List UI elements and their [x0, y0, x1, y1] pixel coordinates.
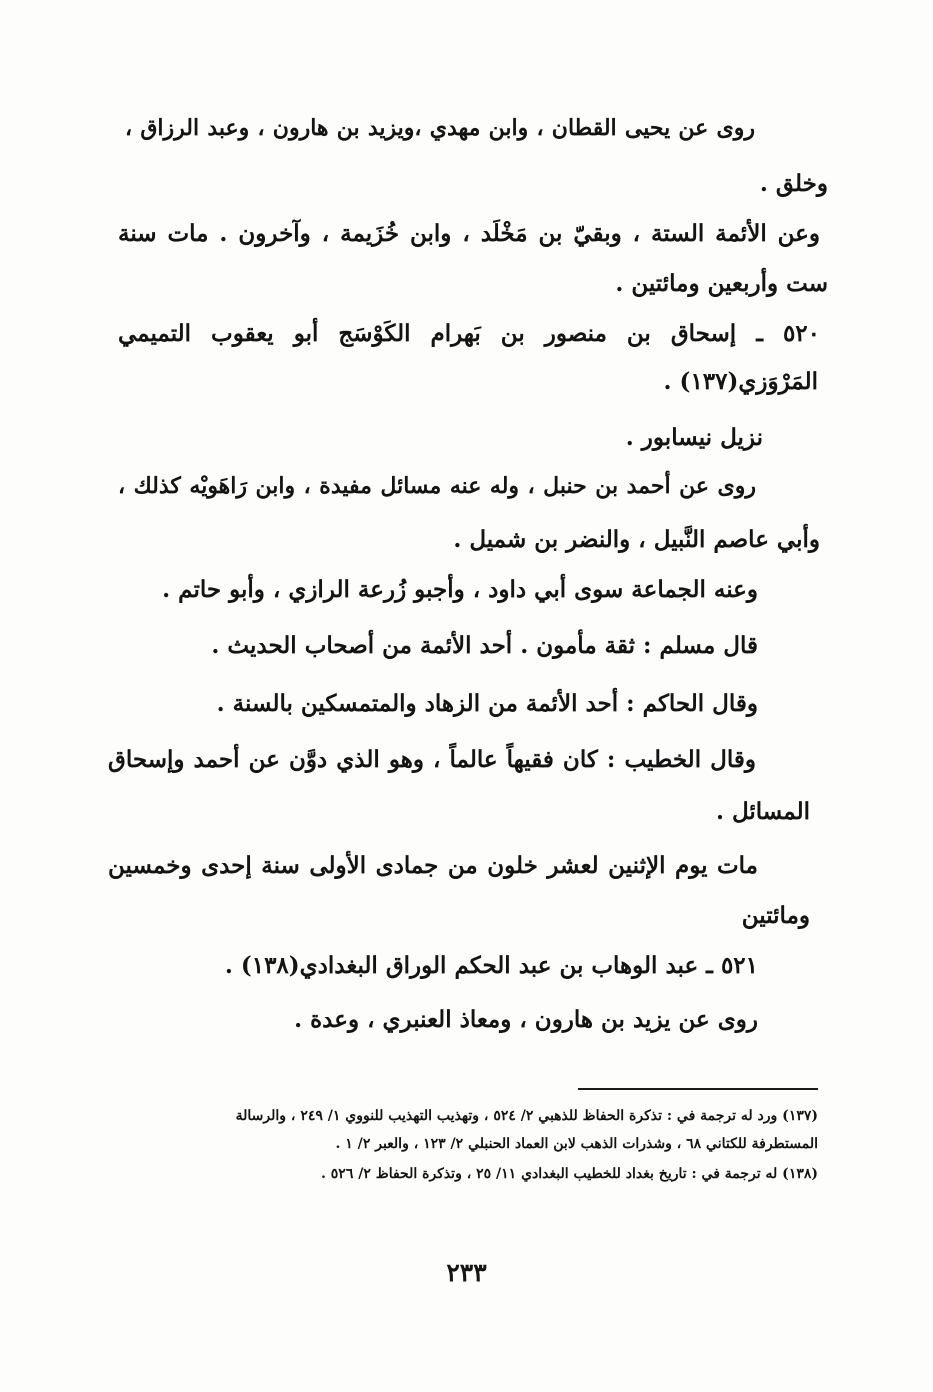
text-line-3: وعن الأئمة الستة ، وبقيّ بن مَخْلَد ، وابن خُزَيمة ، وآخرون . مات سنة [118, 220, 820, 247]
entry-520-heading: ٥٢٠ ـ إسحاق بن منصور بن بَهرام الكَوْسَج أبو يعقوب التميمي [118, 320, 820, 347]
entry-521-heading: ٥٢١ ـ عبد الوهاب بن عبد الحكم الوراق البغدادي(١٣٨) . [224, 952, 758, 979]
text-line-12: وقال الحاكم : أحد الأئمة من الزهاد والمتمسكين بالسنة . [216, 690, 758, 717]
text-line-6: المَرْوَزي(١٣٧) . [663, 368, 818, 395]
text-line-9: وأبي عاصم النَّبيل ، والنضر بن شميل . [453, 526, 820, 553]
text-line-10: وعنه الجماعة سوى أبي داود ، وأجبو زُرعة الرازي ، وأبو حاتم . [162, 576, 758, 603]
footnote-138: (١٣٨) له ترجمة في : تاريخ بغداد للخطيب البغدادي ١١/ ٢٥ ، وتذكرة الحفاظ ٢/ ٥٢٦ . [321, 1166, 818, 1182]
footnote-separator [578, 1088, 818, 1090]
text-line-8: روى عن أحمد بن حنبل ، وله عنه مسائل مفيدة ، وابن رَاهَويْه كذلك ، [118, 473, 756, 499]
text-line-11: قال مسلم : ثقة مأمون . أحد الأئمة من أصحاب الحديث . [211, 632, 758, 659]
text-line-15: مات يوم الإثنين لعشر خلون من جمادى الأولى سنة إحدى وخمسين [108, 852, 758, 879]
text-line-14: المسائل . [715, 798, 810, 825]
text-line-18: روى عن يزيد بن هارون ، ومعاذ العنبري ، وعدة . [294, 1006, 758, 1033]
text-line-16: ومائتين [741, 902, 810, 929]
text-line-13: وقال الخطيب : كان فقيهاً عالماً ، وهو الذي دوَّن عن أحمد وإسحاق [108, 746, 756, 773]
footnote-137-line-1: (١٣٧) ورد له ترجمة في : تذكرة الحفاظ للذهبي ٢/ ٥٢٤ ، وتهذيب التهذيب للنووي ١/ ٢٤٩ ، والرسالة [235, 1108, 818, 1124]
text-line-2: وخلق . [759, 170, 828, 197]
text-line-7: نزيل نيسابور . [625, 424, 763, 451]
footnote-137-line-2: المستطرفة للكتاني ٦٨ ، وشذرات الذهب لابن العماد الحنبلي ٢/ ١٢٣ ، والعبر ٢/ ١ . [335, 1136, 818, 1152]
page-number: ٢٣٣ [446, 1258, 487, 1287]
text-line-1: روى عن يحيى القطان ، وابن مهدي ،ويزيد بن هارون ، وعبد الرزاق ، [125, 115, 755, 141]
text-line-4: ست وأربعين ومائتين . [615, 270, 828, 297]
